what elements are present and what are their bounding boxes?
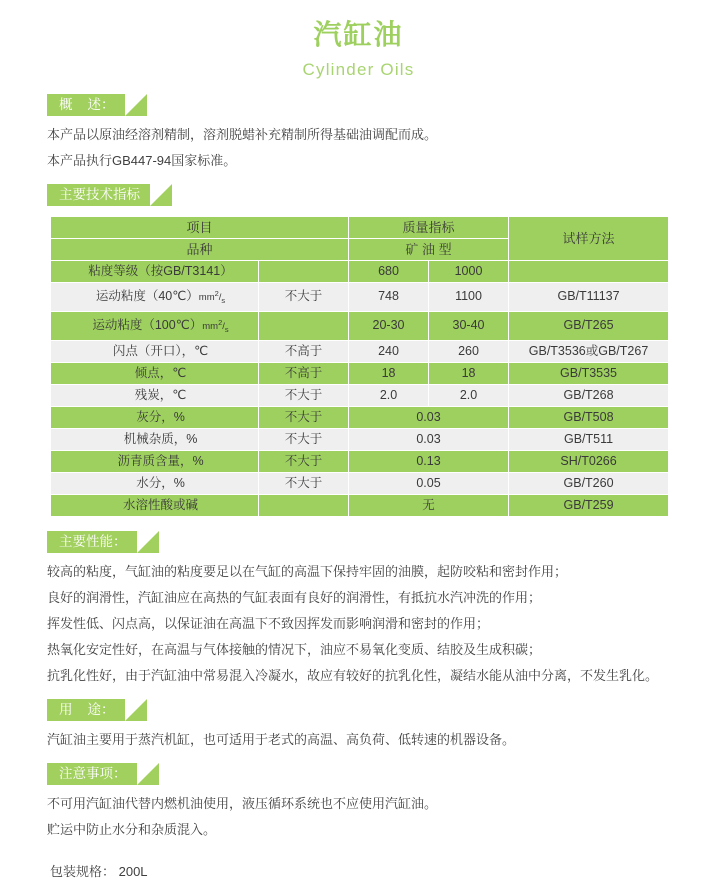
performance-line-1: 较高的粘度，气缸油的粘度要足以在气缸的高温下保持牢固的油膜，起防咬粘和密封作用； <box>47 563 568 579</box>
header-quality: 质量指标 <box>349 216 509 238</box>
cell-item-name: 粘度等级（按GB/T3141） <box>51 260 259 282</box>
cell-test-method: GB/T3536或GB/T267 <box>509 340 669 362</box>
spec-table <box>50 216 669 517</box>
cell-test-method <box>509 260 669 282</box>
table-row <box>51 384 669 406</box>
cell-test-method: GB/T508 <box>509 406 669 428</box>
table-row <box>51 450 669 472</box>
overview-banner: 概 述： <box>47 94 125 116</box>
cell-qualifier <box>259 494 349 516</box>
cell-value-680: 20-30 <box>349 311 429 340</box>
title-block <box>0 0 717 80</box>
cell-item-name: 倾点，℃ <box>51 362 259 384</box>
header-item-bottom: 品种 <box>51 238 349 260</box>
header-item-top: 项目 <box>51 216 349 238</box>
cell-qualifier: 不大于 <box>259 472 349 494</box>
header-grade-type: 矿 油 型 <box>349 238 509 260</box>
cell-item-name: 残炭，℃ <box>51 384 259 406</box>
cell-qualifier: 不高于 <box>259 340 349 362</box>
cell-qualifier <box>259 260 349 282</box>
cell-test-method: GB/T265 <box>509 311 669 340</box>
overview-line-1: 本产品以原油经溶剂精制，溶剂脱蜡补充精制所得基础油调配而成。 <box>47 126 438 142</box>
cell-value-1000: 18 <box>429 362 509 384</box>
performance-line-4: 热氧化安定性好，在高温与气体接触的情况下，油应不易氧化变质、结胶及生成积碳； <box>47 641 542 657</box>
table-row <box>51 406 669 428</box>
usage-banner: 用 途： <box>47 699 125 721</box>
performance-banner-wrap <box>0 531 717 553</box>
spec-table-body <box>51 260 669 516</box>
performance-line-3: 挥发性低、闪点高，以保证油在高温下不致因挥发而影响润滑和密封的作用； <box>47 615 490 631</box>
cell-test-method: GB/T259 <box>509 494 669 516</box>
cell-qualifier: 不大于 <box>259 450 349 472</box>
packaging-spec: 包装规格： 200L <box>50 863 148 879</box>
cell-test-method: GB/T3535 <box>509 362 669 384</box>
cell-qualifier <box>259 311 349 340</box>
cell-value-680: 748 <box>349 282 429 311</box>
overview-banner-wrap <box>0 94 717 116</box>
cell-item-name: 水分，% <box>51 472 259 494</box>
cell-value-merged: 0.03 <box>349 428 509 450</box>
product-title-en: Cylinder Oils <box>302 59 415 79</box>
cell-qualifier: 不大于 <box>259 282 349 311</box>
usage-banner-wrap <box>0 699 717 721</box>
notes-banner-wrap <box>0 763 717 785</box>
cell-test-method: GB/T268 <box>509 384 669 406</box>
spec-table-wrap <box>50 216 668 517</box>
cell-test-method: SH/T0266 <box>509 450 669 472</box>
specs-banner: 主要技术指标 <box>47 184 150 206</box>
cell-item-name: 机械杂质，% <box>51 428 259 450</box>
cell-qualifier: 不大于 <box>259 406 349 428</box>
cell-value-merged: 0.05 <box>349 472 509 494</box>
cell-value-merged: 无 <box>349 494 509 516</box>
cell-value-1000: 260 <box>429 340 509 362</box>
header-method: 试样方法 <box>509 216 669 260</box>
cell-qualifier: 不大于 <box>259 428 349 450</box>
cell-value-1000: 1000 <box>429 260 509 282</box>
cell-item-name: 运动粘度$(100℃)mm^2/_s$ <box>51 311 259 340</box>
cell-value-1000: 2.0 <box>429 384 509 406</box>
table-header-row-1 <box>51 216 669 238</box>
cell-value-1000: 30-40 <box>429 311 509 340</box>
table-row <box>51 311 669 340</box>
specs-banner-wrap <box>0 184 717 206</box>
cell-item-name: 灰分，% <box>51 406 259 428</box>
cell-value-680: 240 <box>349 340 429 362</box>
cell-test-method: GB/T11137 <box>509 282 669 311</box>
performance-banner: 主要性能： <box>47 531 137 553</box>
cell-qualifier: 不高于 <box>259 362 349 384</box>
table-row <box>51 428 669 450</box>
spec-table-head <box>51 216 669 260</box>
cell-value-1000: 1100 <box>429 282 509 311</box>
cell-item-name: 闪点（开口），℃ <box>51 340 259 362</box>
usage-line-1: 汽缸油主要用于蒸汽机缸，也可适用于老式的高温、高负荷、低转速的机器设备。 <box>47 731 516 747</box>
notes-banner: 注意事项： <box>47 763 137 785</box>
table-row <box>51 260 669 282</box>
cell-test-method: GB/T260 <box>509 472 669 494</box>
cell-item-name: 水溶性酸或碱 <box>51 494 259 516</box>
cell-value-merged: 0.13 <box>349 450 509 472</box>
table-row <box>51 340 669 362</box>
cell-test-method: GB/T511 <box>509 428 669 450</box>
performance-line-2: 良好的润滑性，汽缸油应在高热的气缸表面有良好的润滑性，有抵抗水汽冲洗的作用； <box>47 589 542 605</box>
cell-value-680: 680 <box>349 260 429 282</box>
cell-value-680: 18 <box>349 362 429 384</box>
product-title-cn: 汽缸油 <box>313 19 404 50</box>
performance-line-5: 抗乳化性好，由于汽缸油中常易混入冷凝水，故应有较好的抗乳化性，凝结水能从油中分离，不发生乳化。 <box>47 667 659 683</box>
notes-line-1: 不可用汽缸油代替内燃机油使用，液压循环系统也不应使用汽缸油。 <box>47 795 438 811</box>
cell-qualifier: 不大于 <box>259 384 349 406</box>
cell-value-merged: 0.03 <box>349 406 509 428</box>
table-row <box>51 472 669 494</box>
cell-value-680: 2.0 <box>349 384 429 406</box>
notes-line-2: 贮运中防止水分和杂质混入。 <box>47 821 217 837</box>
cell-item-name: 沥青质含量，% <box>51 450 259 472</box>
cell-item-name: 运动粘度$(40℃)mm^2/_s$ <box>51 282 259 311</box>
table-row <box>51 282 669 311</box>
table-row <box>51 494 669 516</box>
overview-line-2: 本产品执行GB447-94国家标准。 <box>47 152 237 168</box>
table-row <box>51 362 669 384</box>
